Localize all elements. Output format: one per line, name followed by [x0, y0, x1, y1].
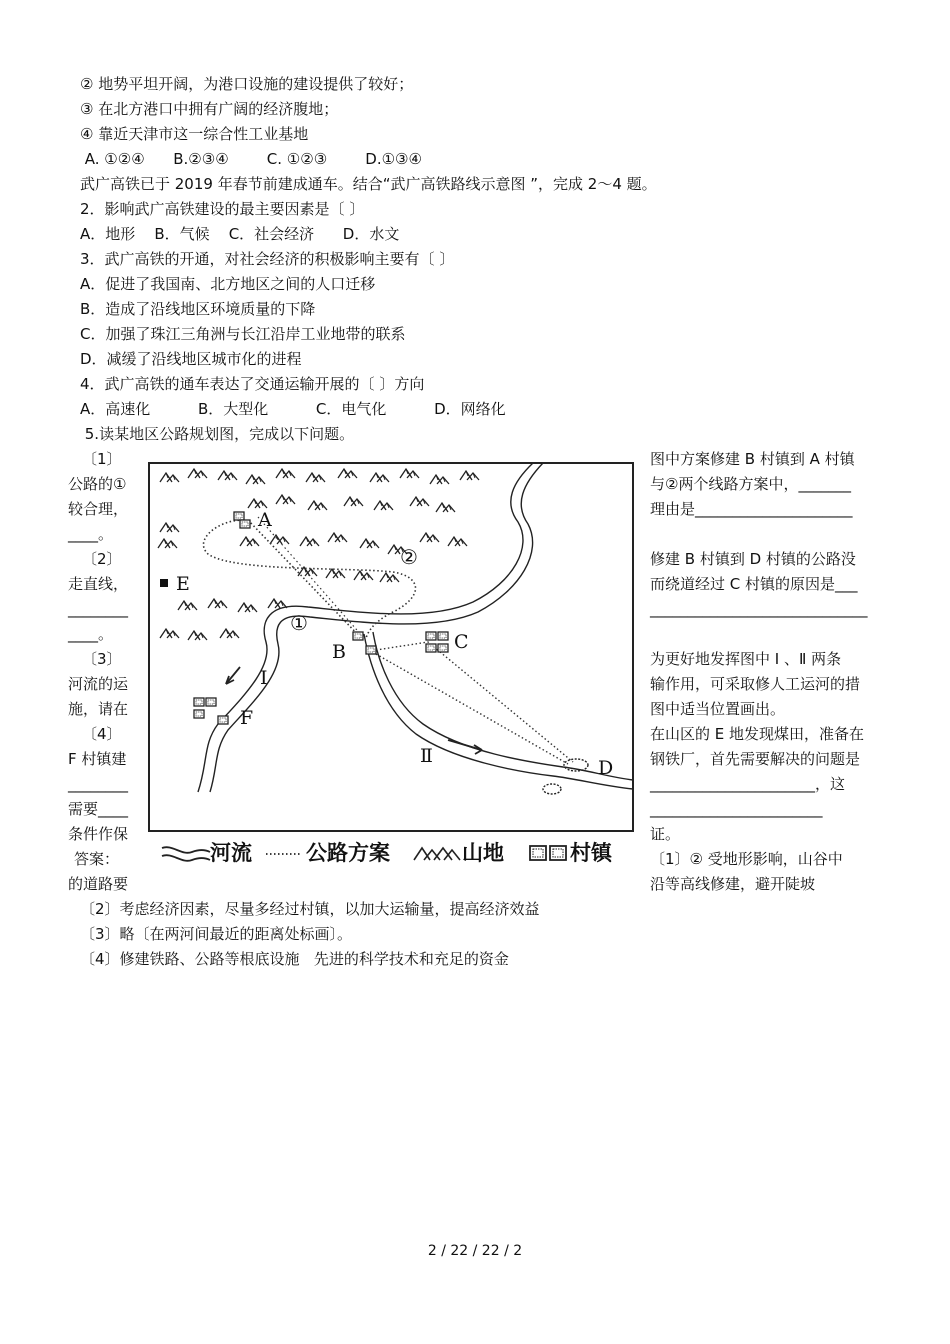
text-line: ③ 在北方港口中拥有广阔的经济腹地；: [80, 100, 339, 118]
right-fragment: _______________________: [650, 800, 823, 818]
label-route-1: ①: [290, 611, 308, 635]
left-fragment: 〔3〕: [82, 650, 122, 668]
answer-line: 沿等高线修建，避开陡坡: [650, 875, 816, 893]
page-number: 2 / 22 / 22 / 2: [427, 1243, 523, 1259]
right-fragment: 为更好地发挥图中 Ⅰ 、Ⅱ 两条: [650, 650, 842, 668]
road-planning-map: [148, 462, 634, 832]
question-5: 5.读某地区公路规划图，完成以下问题。: [80, 425, 355, 443]
mountain-legend-icon: [412, 842, 462, 864]
legend-town-label: 村镇: [570, 841, 612, 865]
question-2: 2．影响武广高铁建设的最主要因素是〔 〕: [80, 200, 365, 218]
right-fragment: 图中方案修建 B 村镇到 A 村镇: [650, 450, 855, 468]
text-line: ④ 靠近天津市这一综合性工业基地: [80, 125, 309, 143]
left-fragment: 施，请在: [68, 700, 129, 718]
right-fragment: 在山区的 E 地发现煤田，准备在: [650, 725, 865, 743]
question-4: 4．武广高铁的通车表达了交通运输开展的〔 〕方向: [80, 375, 425, 393]
question-3-option-b: B．造成了沿线地区环境质量的下降: [80, 300, 316, 318]
label-river-2: Ⅱ: [420, 745, 433, 767]
question-3-option-a: A．促进了我国南、北方地区之间的人口迁移: [80, 275, 376, 293]
right-fragment: _____________________________: [650, 600, 868, 618]
label-a: A: [258, 509, 272, 531]
label-f: F: [240, 707, 254, 729]
town-legend-icon: [528, 842, 570, 864]
right-fragment: 图中适当位置画出。: [650, 700, 786, 718]
left-fragment: ____。: [68, 625, 114, 643]
legend-mountain-label: 山地: [462, 841, 504, 865]
right-fragment: 理由是_____________________: [650, 500, 853, 518]
right-fragment: 钢铁厂，首先需要解决的问题是: [650, 750, 861, 768]
answer-line: 〔2〕考虑经济因素，尽量多经过村镇，以加大运输量，提高经济效益: [80, 900, 540, 918]
legend-river-label: 河流: [210, 841, 252, 865]
left-fragment: ________: [68, 600, 128, 618]
label-river-1: Ⅰ: [260, 667, 268, 689]
left-fragment: 需要____: [68, 800, 129, 818]
label-d: D: [598, 757, 614, 779]
label-c: C: [454, 631, 469, 653]
question-4-options: A．高速化 B．大型化 C．电气化 D．网络化: [80, 400, 506, 418]
left-fragment: 条件作保: [68, 825, 129, 843]
right-fragment: 输作用，可采取修人工运河的措: [650, 675, 861, 693]
left-fragment: 走直线，: [68, 575, 129, 593]
road-legend-icon: [264, 842, 304, 864]
left-fragment: 的道路要: [68, 875, 129, 893]
answer-line: 〔4〕修建铁路、公路等根底设施 先进的科学技术和充足的资金: [80, 950, 509, 968]
question-3-option-c: C．加强了珠江三角洲与长江沿岸工业地带的联系: [80, 325, 406, 343]
map-legend: [160, 838, 630, 868]
answer-line: 〔3〕略〔在两河间最近的距离处标画〕。: [80, 925, 353, 943]
right-fragment: 修建 B 村镇到 D 村镇的公路没: [650, 550, 856, 568]
left-fragment: 〔4〕: [82, 725, 122, 743]
right-fragment: 而绕道经过 C 村镇的原因是___: [650, 575, 858, 593]
right-fragment: 与②两个线路方案中，_______: [650, 475, 851, 493]
left-fragment: ____。: [68, 525, 114, 543]
left-fragment: 公路的①: [68, 475, 127, 493]
left-fragment: 〔2〕: [82, 550, 122, 568]
river-legend-icon: [160, 842, 212, 864]
left-fragment: 河流的运: [68, 675, 129, 693]
answer-label: 答案：: [74, 850, 120, 868]
label-e: E: [176, 573, 190, 595]
label-route-2: ②: [400, 545, 418, 569]
left-fragment: F 村镇建: [68, 750, 127, 768]
options-line: A. ①②④ B.②③④ C. ①②③ D.①③④: [80, 150, 422, 168]
question-2-options: A．地形 B．气候 C．社会经济 D．水文: [80, 225, 400, 243]
legend-road-label: 公路方案: [306, 841, 390, 865]
text-line: 武广高铁已于 2019 年春节前建成通车。结合“武广高铁路线示意图 ”，完成 2～4 题。: [80, 175, 657, 193]
question-3: 3．武广高铁的开通，对社会经济的积极影响主要有〔 〕: [80, 250, 455, 268]
question-3-option-d: D．减缓了沿线地区城市化的进程: [80, 350, 302, 368]
right-fragment: 证。: [650, 825, 681, 843]
left-fragment: ________: [68, 775, 128, 793]
map-frame: [149, 463, 633, 831]
right-fragment: ______________________，这: [650, 775, 846, 793]
text-line: ② 地势平坦开阔，为港口设施的建设提供了较好；: [80, 75, 414, 93]
label-b: B: [332, 641, 346, 663]
left-fragment: 〔1〕: [82, 450, 122, 468]
answer-line: 〔1〕② 受地形影响，山谷中: [650, 850, 843, 868]
left-fragment: 较合理，: [68, 500, 129, 518]
coal-field-marker: [160, 579, 168, 587]
